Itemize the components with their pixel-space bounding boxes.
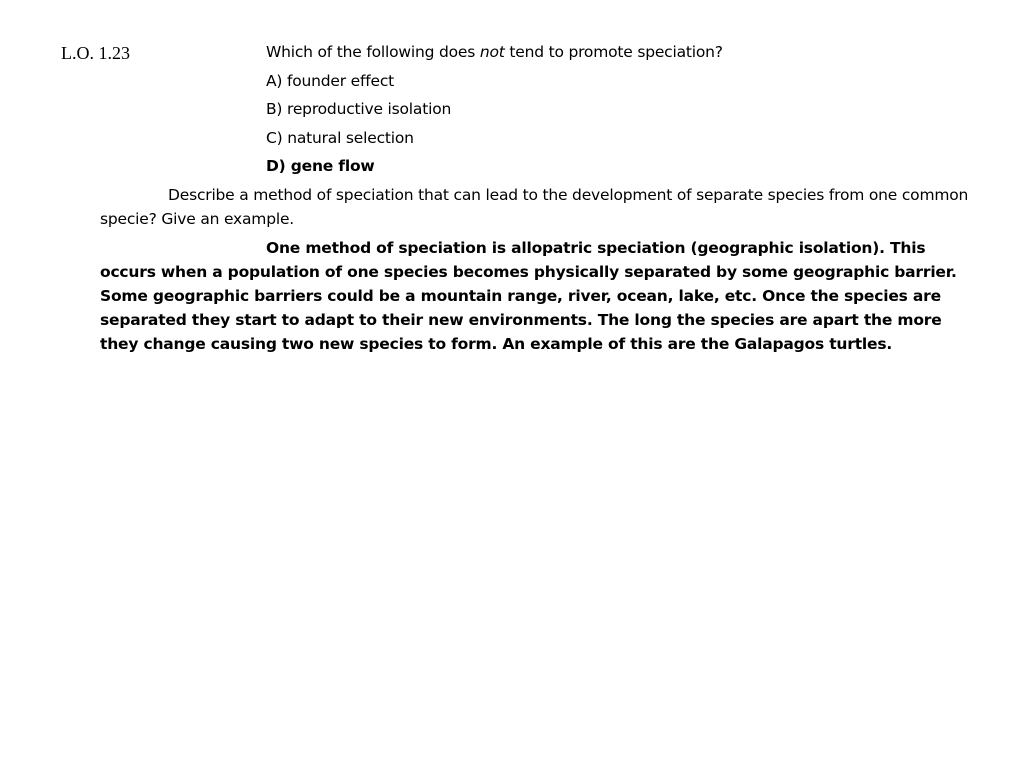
question-text xyxy=(266,40,723,64)
question-text-end: tend to promote speciation? xyxy=(504,43,723,61)
option-c: C) natural selection xyxy=(266,129,414,147)
question-text-start: Which of the following does xyxy=(266,43,480,61)
essay-answer: One method of speciation is allopatric speciation (geographic isolation). This occurs when a population of one species becomes physically separated by some geographic barrier. Some geographic barriers could be a mountain range, river, ocean, lake, etc. Once the species are separated they start to adapt to their new environments. The long the species are apart the more they change causing two new species to form. An example of this are the Galapagos turtles. xyxy=(100,239,957,353)
question-emphasis: not xyxy=(479,43,505,61)
option-b: B) reproductive isolation xyxy=(266,100,452,118)
option-a: A) founder effect xyxy=(266,72,395,90)
essay-prompt: Describe a method of speciation that can lead to the development of separate species from one common specie? Give an example. xyxy=(100,186,969,228)
option-d-answer: D) gene flow xyxy=(266,157,375,175)
learning-objective-label: L.O. 1.23 xyxy=(61,43,130,63)
